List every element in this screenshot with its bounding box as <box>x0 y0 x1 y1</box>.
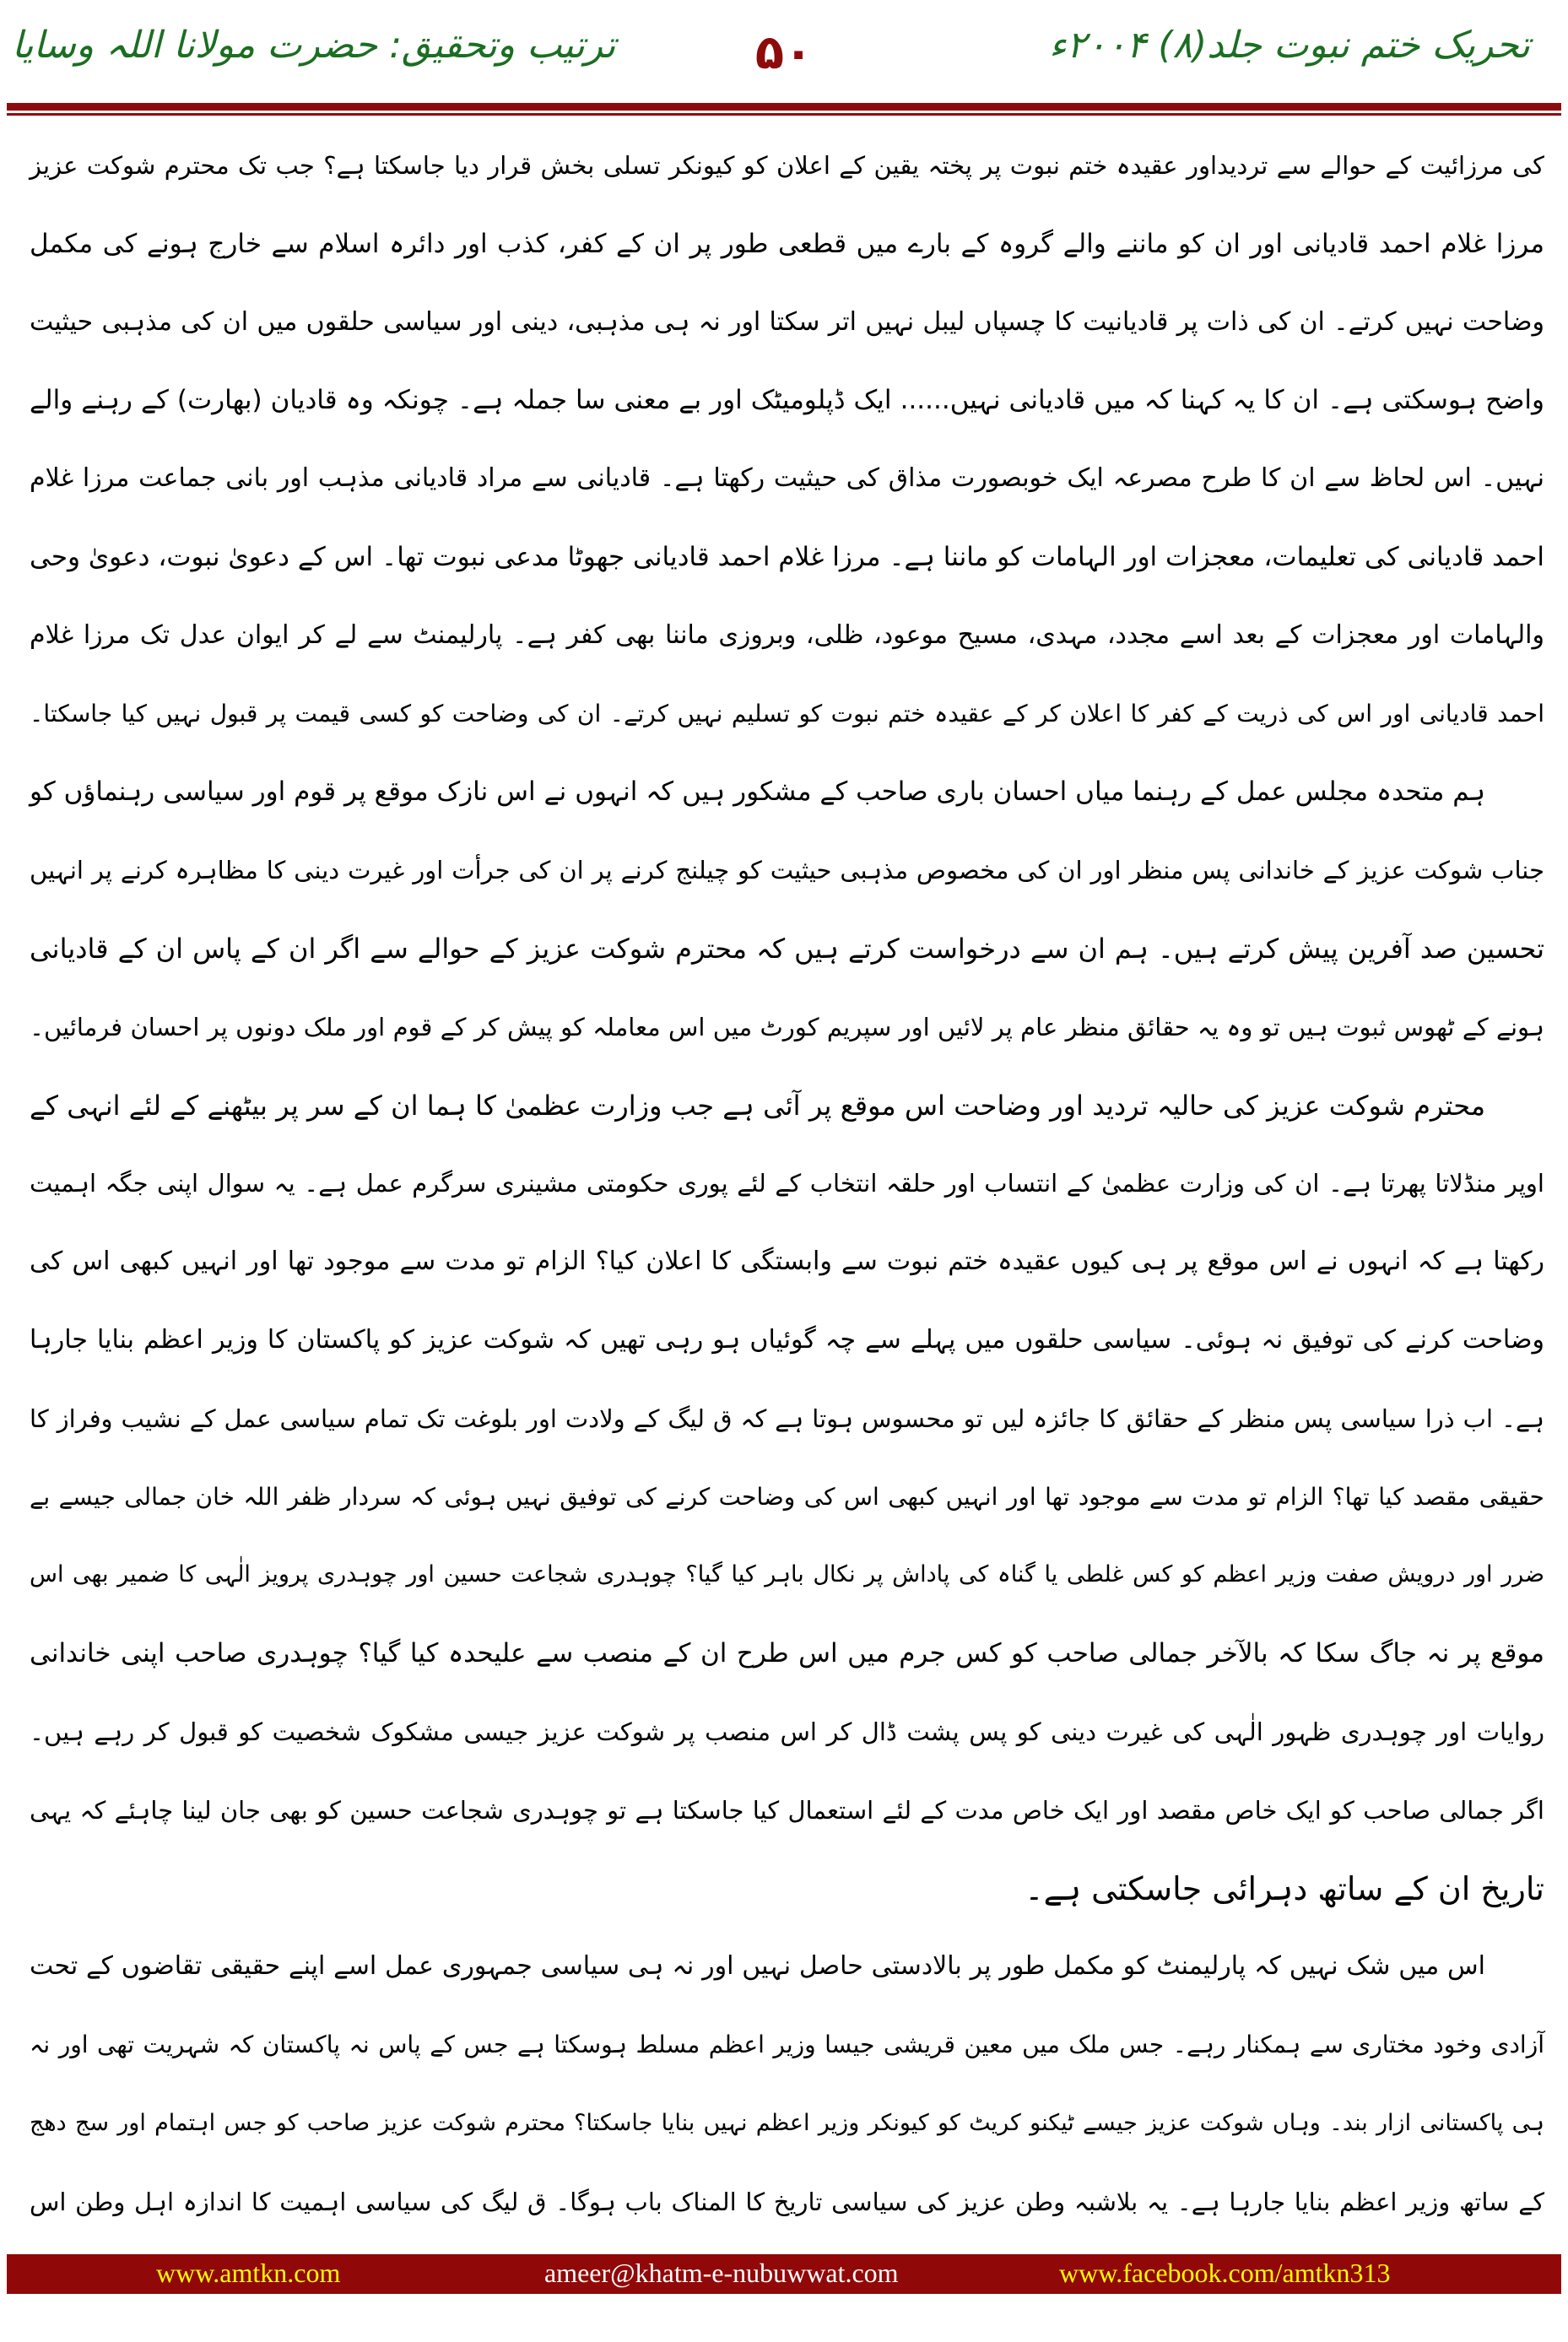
text-line: ہم متحدہ مجلس عمل کے رہنما میاں احسان باری صاحب کے مشکور ہیں کہ انہوں نے اس نازک موقع پر قوم اور سیاسی رہنماؤں کو <box>30 776 1485 808</box>
text-line: واضح ہوسکتی ہے۔ ان کا یہ کہنا کہ میں قادیانی نہیں...... ایک ڈپلومیٹک اور بے معنی سا جملہ ہے۔ چونکہ وہ قادیان (بھارت) کے رہنے والے <box>30 385 1544 416</box>
facebook-link[interactable]: www.facebook.com/amtkn313 <box>1059 2258 1391 2288</box>
text-line: وضاحت نہیں کرتے۔ ان کی ذات پر قادیانیت کا چسپاں لیبل نہیں اتر سکتا اور نہ ہی مذہبی، دینی اور سیاسی حلقوں میں ان کی مذہبی حیثیت <box>30 306 1544 337</box>
text-line: کے ساتھ وزیر اعظم بنایا جارہا ہے۔ یہ بلاشبہ وطن عزیز کی سیاسی تاریخ کا المناک باب ہوگا۔ ق لیگ کی سیاسی اہمیت کا اندازہ اہل وطن اس <box>30 2187 1544 2216</box>
text-line: مرزا غلام احمد قادیانی اور ان کو ماننے والے گروہ کے بارے میں قطعی طور پر ان کے کفر، کذب اور دائرہ اسلام سے خارج ہونے کی مکمل <box>30 228 1544 259</box>
text-line: تاریخ ان کے ساتھ دہرائی جاسکتی ہے۔ <box>1025 1869 1544 1907</box>
compiler-credit: ترتیب وتحقیق: حضرت مولانا اللہ وسایا <box>12 24 616 67</box>
text-line: حقیقی مقصد کیا تھا؟ الزام تو مدت سے موجود تھا اور انہیں کبھی اس کی وضاحت کرنے کی توفیق نہیں ہوئی کہ سردار ظفر اللہ خان جمالی جیسے بے <box>30 1482 1544 1511</box>
text-line: رکھتا ہے کہ انہوں نے اس موقع پر ہی کیوں عقیدہ ختم نبوت سے وابستگی کا اعلان کیا؟ الزام تو مدت سے موجود تھا اور انہیں کبھی اس کی <box>30 1247 1544 1277</box>
text-line: اوپر منڈلاتا پھرتا ہے۔ ان کی وزارت عظمیٰ کے انتساب اور حلقہ انتخاب کے لئے پوری حکومتی مشینری سرگرم عمل ہے۔ یہ سوال اپنی جگہ اہمیت <box>30 1169 1544 1198</box>
text-line: اگر جمالی صاحب کو ایک خاص مقصد اور ایک خاص مدت کے لئے استعمال کیا جاسکتا ہے تو چوہدری شجاعت حسین کو بھی جان لینا چاہئے کہ یہی <box>30 1795 1544 1825</box>
text-line: والہامات اور معجزات کے بعد اسے مجدد، مہدی، مسیح موعود، ظلی، وبروزی ماننا بھی کفر ہے۔ پارلیمنٹ سے لے کر ایوان عدل تک مرزا غلام <box>30 619 1544 650</box>
text-line: ہی پاکستانی ازار بند۔ وہاں شوکت عزیز جیسے ٹیکنو کریٹ کو کیونکر وزیر اعظم نہیں بنایا جاسکتا؟ محترم شوکت عزیز صاحب کو جس اہتمام اور سج دھج <box>30 2109 1544 2136</box>
header-rule-thin <box>7 113 1561 116</box>
text-line: احمد قادیانی اور اس کی ذریت کے کفر کا اعلان کر کے عقیدہ ختم نبوت کو تسلیم نہیں کرتے۔ ان کی وضاحت کو کسی قیمت پر قبول نہیں کیا جاسکتا۔ <box>30 699 1544 727</box>
text-line: اس میں شک نہیں کہ پارلیمنٹ کو مکمل طور پر بالادستی حاصل نہیں اور نہ ہی سیاسی جمہوری عمل اسے اپنے حقیقی تقاضوں کے تحت <box>30 1951 1485 1982</box>
text-line: محترم شوکت عزیز کی حالیہ تردید اور وضاحت اس موقع پر آئی ہے جب وزارت عظمیٰ کا ہما ان کے سر پر بیٹھنے کے لئے انہی کے <box>30 1089 1485 1122</box>
text-line: موقع پر نہ جاگ سکا کہ بالآخر جمالی صاحب کو کس جرم میں اس طرح ان کے منصب سے علیحدہ کیا گیا؟ چوہدری صاحب اپنی خاندانی <box>30 1638 1544 1669</box>
book-title: تحریک ختم نبوت جلد(۸) ۲۰۰۴ء <box>1048 24 1530 67</box>
text-line: احمد قادیانی کی تعلیمات، معجزات اور الہامات کو ماننا ہے۔ مرزا غلام احمد قادیانی جھوٹا مدعی نبوت تھا۔ اس کے دعویٰ نبوت، دعویٰ وحی <box>30 541 1544 572</box>
footer-bar <box>7 2254 1561 2294</box>
article-body <box>30 127 1544 2242</box>
text-line: آزادی وخود مختاری سے ہمکنار رہے۔ جس ملک میں معین قریشی جیسا وزیر اعظم مسلط ہوسکتا ہے جس کے پاس نہ پاکستان کہ شہریت تھی اور نہ <box>30 2031 1544 2059</box>
text-line: نہیں۔ اس لحاظ سے ان کا طرح مصرعہ ایک خوبصورت مذاق کی حیثیت رکھتا ہے۔ قادیانی سے مراد قادیانی مذہب اور بانی جماعت مرزا غلام <box>30 463 1544 494</box>
header-rule <box>7 103 1561 111</box>
email-link[interactable]: ameer@khatm-e-nubuwwat.com <box>544 2258 899 2288</box>
website-link[interactable]: www.amtkn.com <box>156 2258 341 2288</box>
text-line: ضرر اور درویش صفت وزیر اعظم کو کس غلطی یا گناہ کی پاداش پر نکال باہر کیا گیا؟ چوہدری شجاعت حسین اور چوہدری پرویز الٰہی کا ضمیر بھی اس <box>30 1561 1544 1588</box>
page-number: ۵۰ <box>754 25 814 80</box>
text-line: ہونے کے ٹھوس ثبوت ہیں تو وہ یہ حقائق منظر عام پر لائیں اور سپریم کورٹ میں اس معاملہ کو پیش کر کے قوم اور ملک دونوں پر احسان فرمائیں۔ <box>30 1012 1544 1041</box>
text-line: ہے۔ اب ذرا سیاسی پس منظر کے حقائق کا جائزہ لیں تو محسوس ہوتا ہے کہ ق لیگ کے ولادت اور بلوغت تک تمام سیاسی عمل کے نشیب وفراز کا <box>30 1404 1544 1433</box>
text-line: جناب شوکت عزیز کے خاندانی پس منظر اور ان کی مخصوص مذہبی حیثیت کو چیلنج کرنے پر ان کی جرأت اور غیرت دینی کا مظاہرہ کرنے پر انہیں <box>30 856 1544 885</box>
text-line: تحسین صد آفرین پیش کرتے ہیں۔ ہم ان سے درخواست کرتے ہیں کہ محترم شوکت عزیز کے حوالے سے اگر ان کے پاس ان کے قادیانی <box>30 932 1545 965</box>
text-line: روایات اور چوہدری ظہور الٰہی کی غیرت دینی کو پس پشت ڈال کر اس منصب پر شوکت عزیز جیسی مشکوک شخصیت کو قبول کر رہے ہیں۔ <box>30 1717 1544 1746</box>
text-line: کی مرزائیت کے حوالے سے تردیداور عقیدہ ختم نبوت پر پختہ یقین کے اعلان کو کیونکر تسلی بخش قرار دیا جاسکتا ہے؟ جب تک محترم شوکت عزیز <box>30 151 1544 180</box>
text-line: وضاحت کرنے کی توفیق نہ ہوئی۔ سیاسی حلقوں میں پہلے سے چہ گوئیاں ہو رہی تھیں کہ شوکت عزیز کو پاکستان کا وزیر اعظم بنایا جارہا <box>30 1324 1544 1355</box>
